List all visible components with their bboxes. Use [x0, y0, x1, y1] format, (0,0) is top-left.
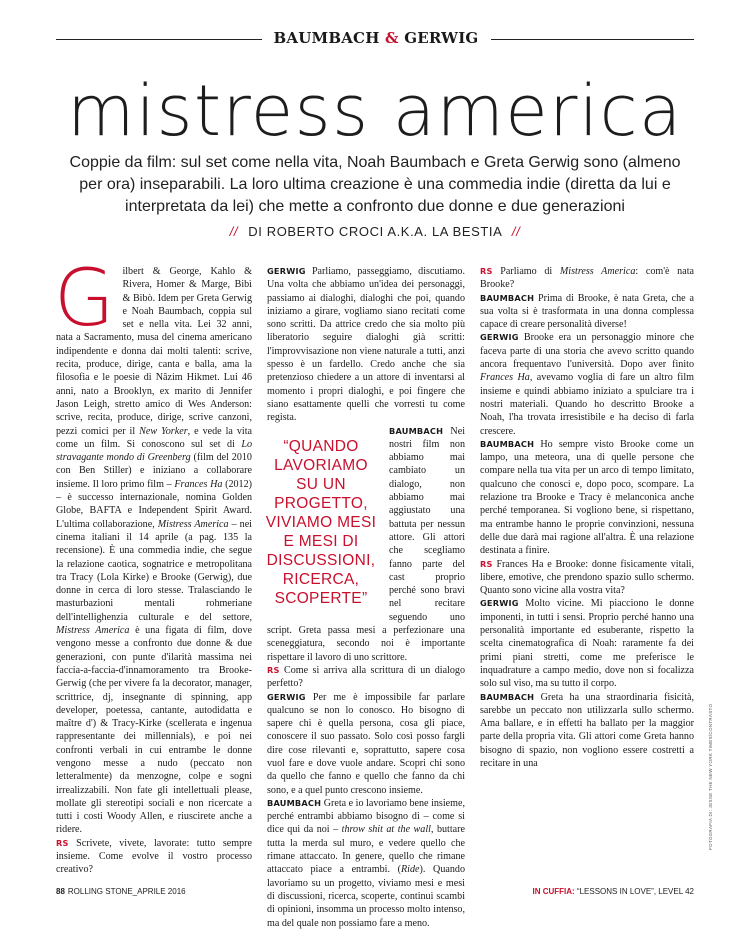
answer-gerwig-4: GERWIG Molto vicine. Mi piacciono le donne imponenti, in tutti i sensi. Proprio perché hanno una personalità importante ed esuberante, rispetto la scelta cinematografica di Noah: raramente fa dei primi piani stretti, come me preferisce le inquadrature a campo medio, dove non si focalizza solo sul viso, ma su tutto il corpo. [480, 598, 694, 690]
kicker-rule-left [56, 39, 262, 40]
text-column-3 [480, 265, 694, 863]
speaker-baumbach: BAUMBACH [480, 438, 535, 449]
question-4: RS Frances Ha e Brooke: donne fisicamente vitali, libere, emotive, che prendono spazio sullo schermo. Quanto sono vicine alla vostra vita? [480, 558, 694, 597]
footer-right [480, 887, 694, 896]
article-deck: Coppie da film: sul set come nella vita, Noah Baumbach e Greta Gerwig sono (almeno per ora) inseparabili. La loro ultima creazione è una commedia indie (diretta da lui e interpretata da lei) che mette a confronto due donne e due generazioni [69, 154, 681, 215]
drop-cap: G [54, 254, 115, 344]
speaker-gerwig: GERWIG [267, 691, 306, 702]
pull-quote: “QUANDO LAVORIAMO SU UN PROGETTO, VIVIAMO MESI E MESI DI DISCUSSIONI, RICERCA, SCOPERTE” [265, 437, 377, 607]
question-3: RS Parliamo di Mistress America: com'è nata Brooke? [480, 266, 694, 291]
section-kicker [268, 29, 484, 47]
photo-credit-text: FOTOGRAFIA DI: JESSE THE NEW YORK TIMES/CONTRASTO [708, 703, 713, 850]
speaker-baumbach: BAUMBACH [480, 292, 535, 303]
speaker-gerwig: GERWIG [267, 266, 306, 276]
text-column-1 [54, 254, 253, 876]
byline-slash-right: // [511, 224, 521, 239]
answer-gerwig-3: GERWIG Brooke era un personaggio minore che faceva parte di una storia che avevo scritto quando ancora frequentavo l'università. Dopo aver finito Frances Ha, avevamo voglia di fare un altro film insieme e quindi abbiamo iniziato a spulciare tra i nostri materiali. Quando ho descritto Brooke a Noah, l'ha trovata irresistibile e ha deciso di farla crescere. [480, 332, 694, 437]
byline [0, 224, 750, 239]
footer-song: “LESSONS IN LOVE”, LEVEL 42 [574, 887, 694, 896]
speaker-rs: RS [267, 664, 280, 675]
kicker-name-a: BAUMBACH [273, 29, 380, 47]
byline-author: DI ROBERTO CROCI A.K.A. LA BESTIA [248, 224, 502, 239]
speaker-rs: RS [480, 266, 493, 276]
kicker-name-b: GERWIG [404, 29, 479, 47]
question-2: RS Come si arriva alla scrittura di un dialogo perfetto? [267, 664, 466, 690]
speaker-rs: RS [56, 837, 69, 848]
answer-baumbach-5: BAUMBACH Greta ha una straordinaria fisicità, sarebbe un peccato non utilizzarla sullo schermo. Ama ballare, e in effetti ha ballato per la maggior parte della propria vita. Gli attori come Greta hanno bisogno di spazio, non vogliono essere costretti a recitare in una [480, 691, 694, 769]
speaker-baumbach: BAUMBACH [267, 797, 322, 808]
answer-baumbach-3: BAUMBACH Prima di Brooke, è nata Greta, che a sua volta si è trasformata in una donna complessa capace di creare personalità diverse! [480, 292, 694, 331]
footer-magazine: ROLLING STONE_APRILE 2016 [67, 887, 186, 896]
byline-slash-left: // [229, 224, 239, 239]
kicker-bar [0, 29, 750, 51]
speaker-baumbach: BAUMBACH [480, 691, 535, 702]
speaker-gerwig: GERWIG [480, 332, 519, 343]
answer-baumbach-2: BAUMBACH Greta e io lavoriamo bene insieme, perché entrambi abbiamo bisogno di – come si dice qui da noi – throw shit at the wall, buttare tutta la merda sul muro, e vedere quello che rimane attaccato. In genere, quello che rimane attaccato piace a entrambi. (Ride). Quando lavoriamo su un progetto, viviamo mesi e mesi di discussioni, ricerca, scoperte, continui scambi di opinioni, insomma un processo molto intenso, ma del quale non possiamo fare a meno. [267, 797, 465, 929]
speaker-baumbach: BAUMBACH [389, 425, 444, 436]
speaker-gerwig: GERWIG [480, 598, 519, 609]
intro-paragraph: ilbert & George, Kahlo & Rivera, Homer & Marge, Bibì & Bibò. Idem per Greta Gerwig e Noah Baumbach, coppia sul set e nella vita. Lei 32 anni, nata a Sacramento, musa del cinema americano indipendente e donna dai molti talenti: scrive, recita, produce, dirige, canta e balla, ama la filosofia e le poesie di Nâzim Hikmet. Lui 46 anni, nato a Brooklyn, ex marito di Jennifer Jason Leigh, stretto amico di Wes Anderson: scrive, recita, produce, dirige, scrive canzoni, pezzi comici per il New Yorker, e vede la vita come un film. Si conoscono sul set di Lo stravagante mondo di Greenberg (film del 2010 con Ben Stiller) e iniziano a collaborare insieme. Il loro primo film – Frances Ha (2012) – è successo internazionale, nomina Golden Globe, BAFTA e Independent Spirit Award. L'ultima collaborazione, Mistress America – nei cinema italiani il 14 aprile (a pag. 135 la recensione). È una commedia indie, che segue la relazione caotica, sognatrice e metropolitana tra Tracy (Lola Kirke) e Brooke (Gerwig), due donne in cerca di loro stesse. Tralasciando le masturbazioni mentali rohmeriane dell'intellighenzia culturale e del settore, Mistress America è una figata di film, dove vengono messe a confronto due donne & due generazioni, con punte d'ilarità massima nei faccia-a-faccia-d'innamoramento tra Brooke-Gerwig (che per vivere fa la decorator, manager, scrittrice, dj, insegnante di spinning, app developer, poetessa, cantante, autodidatta e maître d') & Tracy-Kirke (scellerata e ingenua rappresentante dei millennials), e poi nei confronti verbali in cui entrambe le donne vengono messe a nudo (peccato non letteralmente) da menzogne, colpe e sogni irrealizzabili. Non fate gli intellettuali please, mollate gli stereotipi sociali e non ricercate a tutti i costi Woody Allen, e riuscirete anche a ridere. [56, 266, 253, 836]
answer-gerwig-2: GERWIG Per me è impossibile far parlare qualcuno se non lo conosco. Ho bisogno di sapere chi è quella persona, cosa gli piace, conoscere il suo passato. Solo così posso fargli dire cose rilevanti e, soprattutto, sapere cosa vuol fare e dove vuole andare. Scopri chi sono da quello che fanno e quello che fanno da chi sono, e a quel punto crescono insieme. [267, 691, 465, 796]
speaker-rs: RS [480, 558, 493, 569]
article-title: mistress america [67, 70, 683, 152]
question-1: RS Scrivete, vivete, lavorate: tutto sempre insieme. Come evolve il vostro processo creativo? [56, 837, 252, 876]
footer-left [56, 887, 186, 896]
answer-baumbach-4: BAUMBACH Ho sempre visto Brooke come un lampo, una meteora, una di quelle persone che compare nella tua vita per un arco di tempo limitato, qualcuno che conosci e, dopo poco, scompare. La relazione tra Brooke e Tracy è melanconica anche perché temporanea. Si vogliono bene, si rispettano, ma entrambe hanno le proprie convinzioni, nessuna delle due darà mai ragione all'altra. È una relazione destinata a finire. [480, 438, 694, 557]
footer-label: IN CUFFIA: [532, 887, 575, 896]
answer-gerwig-1: GERWIG Parliamo, passeggiamo, discutiamo. Una volta che abbiamo un'idea dei personaggi, passiamo ai dialoghi, dialoghi che poi, quando iniziamo a girare, vogliamo siano recitati come sono scritti. Da attrice credo che sia molto più liberatorio seguire dialoghi già scritti: l'improvvisazione non viene naturale a tutti, anzi spesso è un fardello. Credo anche che sia pretenzioso chiedere a un attore di inventarsi al momento i propri dialoghi, e poi fingere che siano esattamente quelli che vorresti tu come regista. [267, 266, 465, 424]
kicker-ampersand: & [385, 29, 399, 47]
answer-baumbach-1: BAUMBACH Nei nostri film non abbiamo mai cambiato un dialogo, non abbiamo mai aggiustato una battuta per nessun attore. Gli attori che scegliamo fanno parte del cast proprio perché sono bravi nel recitare seguendo uno script. Greta passa mesi a perfezionare una sceneggiatura, secondo noi è importante rispettare il lavoro di uno scrittore. [267, 425, 465, 663]
page-number: 88 [56, 887, 65, 896]
text-column-2 [265, 265, 466, 929]
kicker-rule-right [491, 39, 694, 40]
photo-credit [706, 620, 714, 850]
